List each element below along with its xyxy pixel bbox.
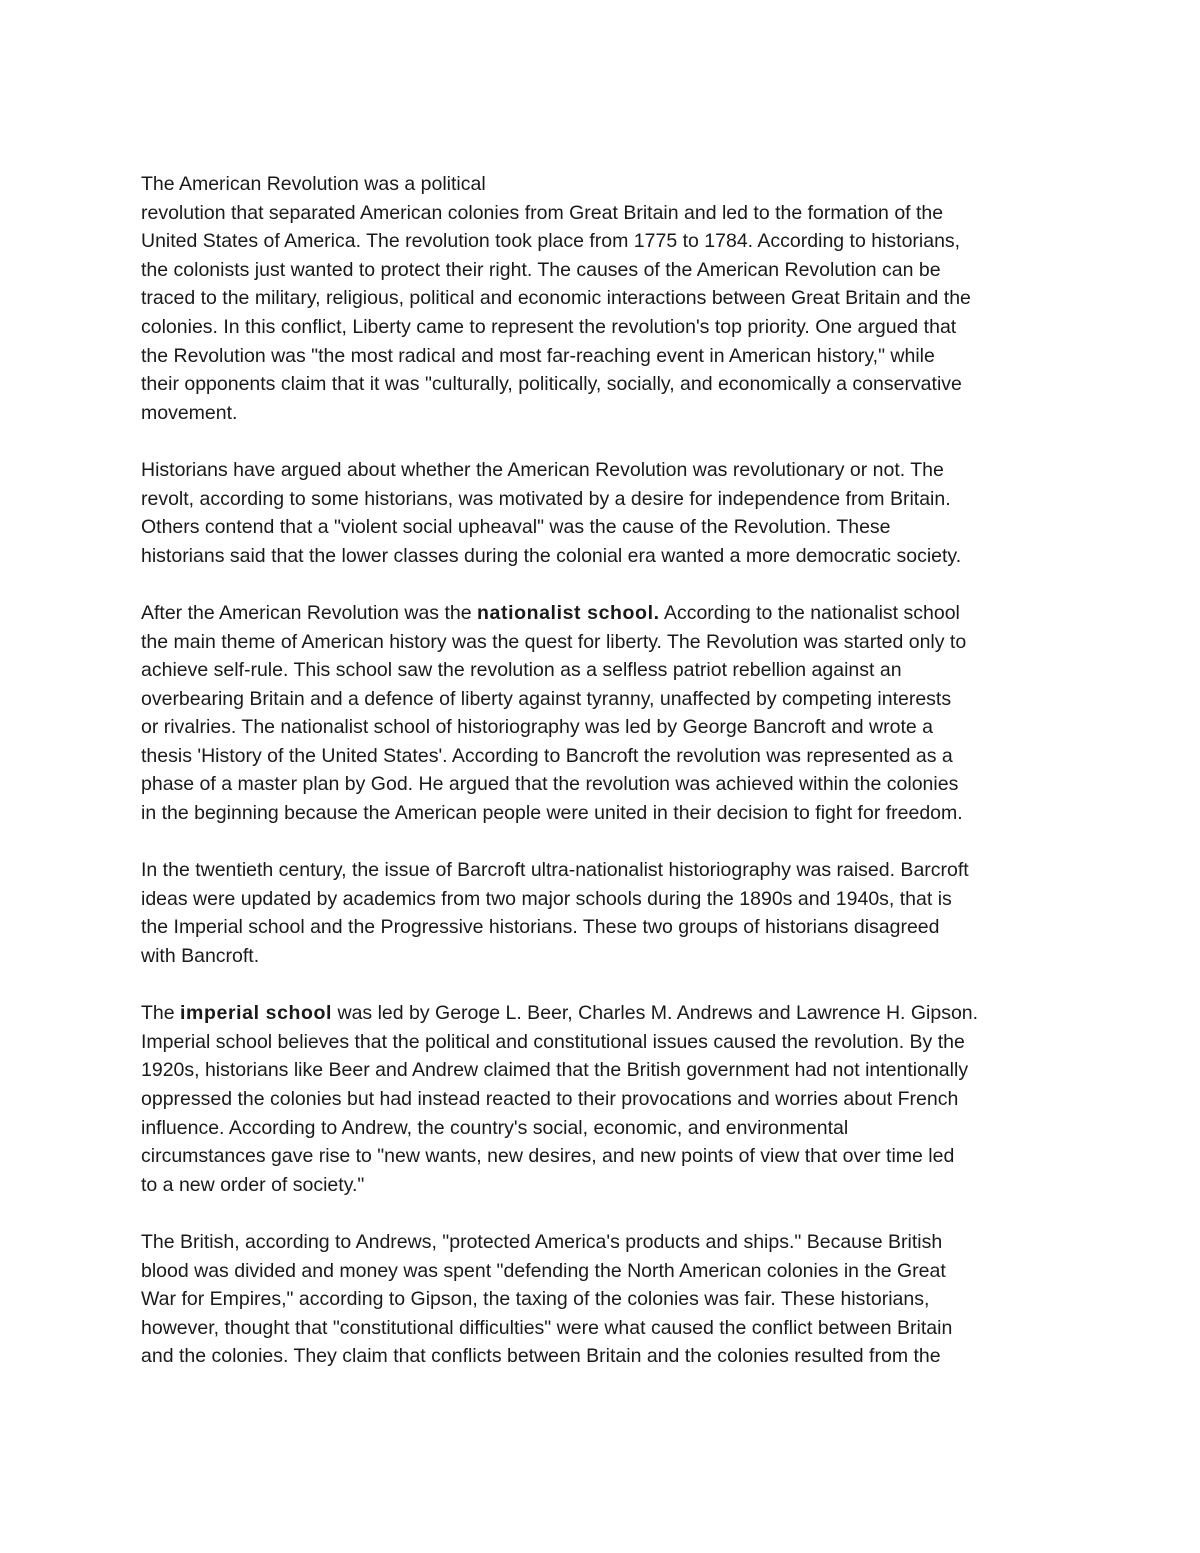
text-line: influence. According to Andrew, the country's social, economic, and environmental (141, 1116, 849, 1139)
bold-term-nationalist-school: nationalist school. (477, 601, 660, 624)
text-line: overbearing Britain and a defence of liberty against tyranny, unaffected by competing interests (141, 687, 952, 710)
text-line: In the twentieth century, the issue of Barcroft ultra-nationalist historiography was raised. Barcroft (141, 859, 969, 882)
text-line: however, thought that "constitutional difficulties" were what caused the conflict between Britain (141, 1316, 953, 1339)
text-line: the Revolution was "the most radical and most far-reaching event in American history," while (141, 344, 935, 367)
inline-text: The (141, 1002, 181, 1025)
text-line: ideas were updated by academics from two major schools during the 1890s and 1940s, that is (141, 887, 952, 910)
text-line: Imperial school believes that the political and constitutional issues caused the revolution. By the (141, 1030, 965, 1053)
text-line: blood was divided and money was spent "defending the North American colonies in the Great (141, 1259, 946, 1282)
text-line: the main theme of American history was the quest for liberty. The Revolution was started only to (141, 630, 967, 653)
text-line: colonies. In this conflict, Liberty came to represent the revolution's top priority. One argued that (141, 315, 957, 338)
text-line: the colonists just wanted to protect their right. The causes of the American Revolution can be (141, 258, 941, 281)
paragraph-imperial-school (141, 999, 1071, 1199)
text-line: The British, according to Andrews, "protected America's products and ships." Because British (141, 1230, 943, 1253)
text-line: circumstances gave rise to "new wants, new desires, and new points of view that over time led (141, 1145, 955, 1168)
document-body (141, 170, 1071, 1400)
text-line: historians said that the lower classes during the colonial era wanted a more democratic society. (141, 544, 962, 567)
text-line: War for Empires," according to Gipson, the taxing of the colonies was fair. These historians, (141, 1288, 930, 1311)
text-line: oppressed the colonies but had instead reacted to their provocations and worries about French (141, 1088, 959, 1110)
text-line: their opponents claim that it was "culturally, politically, socially, and economically a conservative (141, 373, 962, 396)
text-line: or rivalries. The nationalist school of historiography was led by George Bancroft and wrote a (141, 716, 933, 739)
text-line: with Bancroft. (141, 945, 260, 968)
text-line: to a new order of society." (141, 1173, 365, 1196)
text-line: revolt, according to some historians, was motivated by a desire for independence from Britain. (141, 487, 951, 510)
text-line: The American Revolution was a political (141, 173, 486, 195)
text-line: movement. (141, 401, 238, 424)
paragraph-british-andrews-gipson (141, 1228, 1071, 1371)
text-line: achieve self-rule. This school saw the revolution as a selfless patriot rebellion against an (141, 659, 902, 682)
text-line (141, 599, 1071, 628)
text-line: the Imperial school and the Progressive historians. These two groups of historians disagreed (141, 916, 940, 939)
text-line (141, 999, 1071, 1028)
inline-text: was led by Geroge L. Beer, Charles M. Andrews and Lawrence H. Gipson. (332, 1002, 979, 1025)
bold-term-imperial-school: imperial school (180, 1002, 333, 1025)
paragraph-historians-debate (141, 456, 1071, 570)
text-line: United States of America. The revolution took place from 1775 to 1784. According to historians, (141, 230, 961, 253)
text-line: revolution that separated American colonies from Great Britain and led to the formation of the (141, 201, 944, 224)
text-line: Others contend that a "violent social upheaval" was the cause of the Revolution. These (141, 516, 891, 539)
paragraph-nationalist-school (141, 599, 1071, 828)
text-line: traced to the military, religious, political and economic interactions between Great Britain and the (141, 287, 971, 310)
inline-text: According to the nationalist school (659, 601, 960, 624)
paragraph-twentieth-century (141, 856, 1071, 970)
paragraph-introduction (141, 170, 1071, 427)
text-line: and the colonies. They claim that conflicts between Britain and the colonies resulted from the (141, 1345, 941, 1368)
text-line: Historians have argued about whether the American Revolution was revolutionary or not. The (141, 458, 944, 481)
text-line: thesis 'History of the United States'. According to Bancroft the revolution was represented as a (141, 744, 953, 767)
text-line: phase of a master plan by God. He argued that the revolution was achieved within the colonies (141, 773, 959, 796)
inline-text: After the American Revolution was the (141, 601, 478, 624)
text-line: 1920s, historians like Beer and Andrew claimed that the British government had not intentionally (141, 1059, 969, 1082)
text-line: in the beginning because the American people were united in their decision to fight for freedom. (141, 802, 963, 825)
